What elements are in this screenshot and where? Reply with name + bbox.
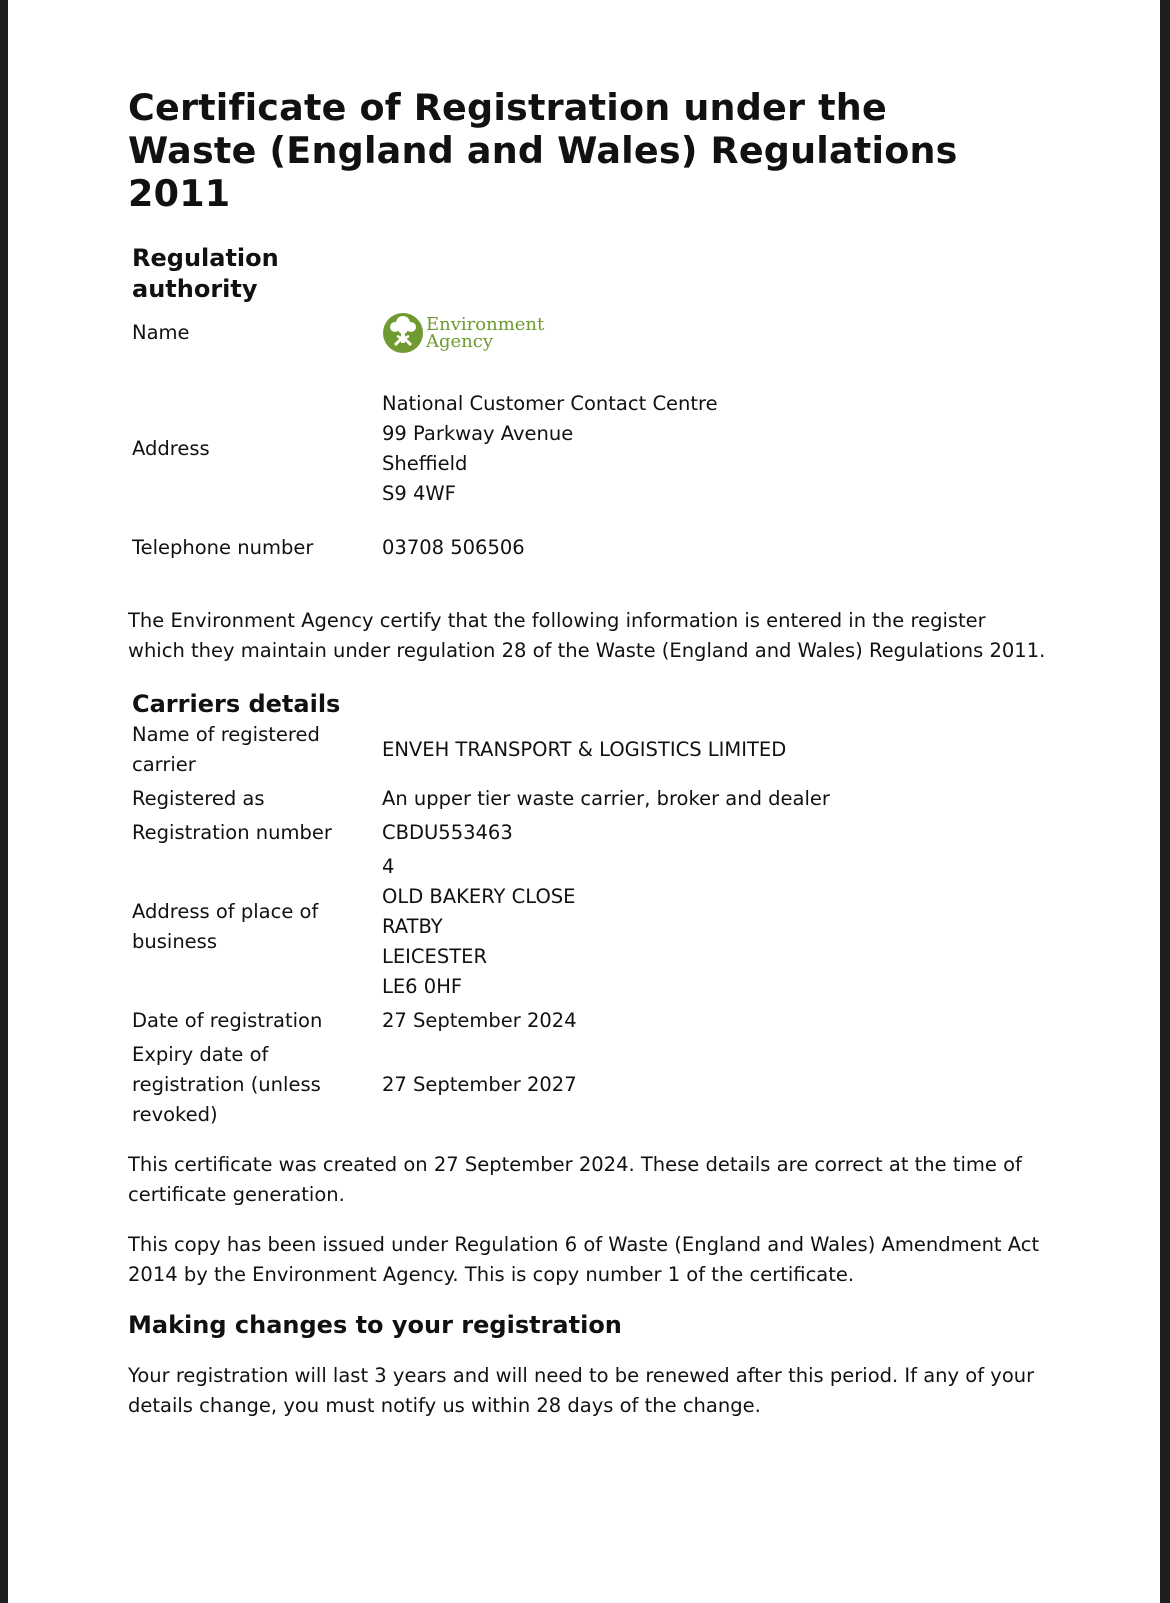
logo-text: [426, 316, 544, 350]
authority-address-label: Address: [132, 437, 210, 460]
authority-address-row: [132, 389, 1048, 509]
carrier-expiry-label: Expiry date of registration (unless revoked): [132, 1043, 321, 1126]
carrier-address-line: LEICESTER: [382, 945, 488, 968]
carrier-expiry-value: 27 September 2027: [382, 1073, 577, 1096]
carrier-address-line: LE6 0HF: [382, 975, 463, 998]
making-changes-heading: Making changes to your registration: [128, 1311, 622, 1339]
carrier-registration-number-label: Registration number: [132, 821, 332, 844]
authority-name-value: [382, 305, 1048, 361]
carrier-address-line: OLD BAKERY CLOSE: [382, 885, 576, 908]
authority-address-line: Sheffield: [382, 452, 468, 475]
certificate-content: [128, 86, 1048, 1421]
regulation-authority-heading: Regulation authority: [132, 244, 279, 303]
certificate-created-statement: This certificate was created on 27 September 2024. These details are correct at the time of certificate generation.: [128, 1153, 1022, 1206]
carrier-name-row: [132, 720, 1048, 780]
carrier-address-line: RATBY: [382, 915, 443, 938]
carrier-address-line: 4: [382, 855, 395, 878]
authority-address-line: National Customer Contact Centre: [382, 392, 718, 415]
carrier-registration-number-value: CBDU553463: [382, 821, 513, 844]
carrier-registration-date-label: Date of registration: [132, 1009, 323, 1032]
certificate-page: [8, 0, 1160, 1603]
authority-telephone-label: Telephone number: [132, 536, 314, 559]
tree-logo-icon: [382, 310, 424, 356]
authority-telephone-value: 03708 506506: [382, 536, 525, 559]
carrier-address-label: Address of place of business: [132, 900, 319, 953]
authority-address-line: 99 Parkway Avenue: [382, 422, 574, 445]
authority-address-line: S9 4WF: [382, 482, 456, 505]
authority-address-value: [382, 389, 1048, 509]
making-changes-text: Your registration will last 3 years and will need to be renewed after this period. If any of your details change, you must notify us within 28 days of the change.: [128, 1364, 1035, 1417]
carrier-registered-as-value: An upper tier waste carrier, broker and dealer: [382, 787, 830, 810]
authority-name-row: [132, 305, 1048, 361]
carrier-registered-as-label: Registered as: [132, 787, 265, 810]
carrier-registration-number-row: [132, 818, 1048, 848]
environment-agency-logo: [382, 310, 1048, 356]
logo-text-line1: Environment: [426, 314, 545, 335]
logo-text-line2: Agency: [426, 331, 494, 352]
carriers-details-heading: Carriers details: [132, 690, 341, 718]
certificate-copy-statement: This copy has been issued under Regulation 6 of Waste (England and Wales) Amendment Act 2014 by the Environment Agency. This is copy number 1 of the certificate.: [128, 1233, 1040, 1286]
carrier-name-value: ENVEH TRANSPORT & LOGISTICS LIMITED: [382, 738, 787, 761]
certify-statement: The Environment Agency certify that the following information is entered in the register which they maintain under regulation 28 of the Waste (England and Wales) Regulations 2011.: [128, 609, 1046, 662]
carrier-name-label: Name of registered carrier: [132, 723, 320, 776]
carrier-address-value: [382, 852, 1048, 1002]
authority-telephone-row: [132, 533, 1048, 563]
carriers-details-section: [128, 689, 1048, 1130]
carrier-registration-date-row: [132, 1006, 1048, 1036]
regulation-authority-section: [128, 243, 1048, 563]
carrier-registration-date-value: 27 September 2024: [382, 1009, 577, 1032]
certificate-title: Certificate of Registration under the Waste (England and Wales) Regulations 2011: [128, 86, 958, 215]
carrier-expiry-row: [132, 1040, 1048, 1130]
carrier-registered-as-row: [132, 784, 1048, 814]
authority-name-label: Name: [132, 321, 190, 344]
carrier-address-row: [132, 852, 1048, 1002]
